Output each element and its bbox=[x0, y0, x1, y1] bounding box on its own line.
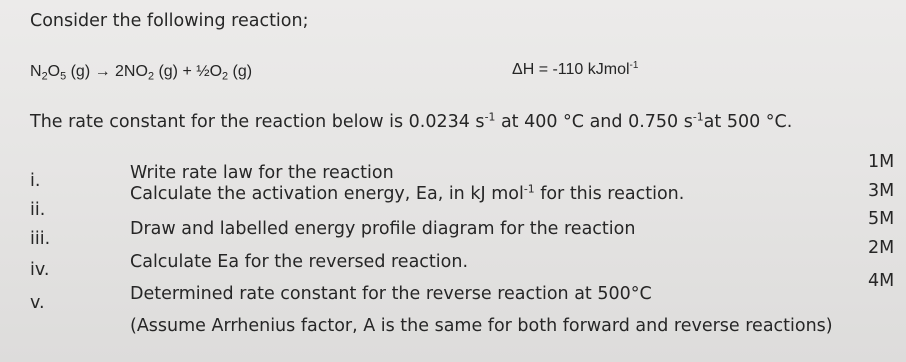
question-text: Calculate the activation energy, Ea, in kJ mol bbox=[130, 184, 524, 204]
question-text-ii bbox=[130, 184, 684, 204]
question-marks: 1M bbox=[868, 152, 895, 172]
enthalpy-text: ΔH = -110 kJmol bbox=[512, 61, 630, 78]
enthalpy-change bbox=[512, 60, 638, 80]
rate-part1: The rate constant for the reaction below is 0.0234 s bbox=[30, 112, 485, 132]
reaction-equation bbox=[30, 62, 252, 82]
question-text: Write rate law for the reaction bbox=[130, 163, 394, 183]
reactant-sub1: 2 bbox=[41, 70, 48, 83]
question-marks: 3M bbox=[868, 181, 895, 201]
question-text-after: for this reaction. bbox=[534, 184, 685, 204]
product2-formula: ½O bbox=[196, 63, 223, 80]
question-number: i. bbox=[30, 171, 41, 191]
intro-text: Consider the following reaction; bbox=[30, 11, 309, 31]
question-number: iii. bbox=[30, 229, 51, 249]
reactant-sub2: 5 bbox=[60, 70, 67, 83]
enthalpy-sup: -1 bbox=[629, 60, 639, 72]
reactant-n: N bbox=[30, 63, 42, 80]
question-text: Determined rate constant for the reverse reaction at 500°C bbox=[130, 284, 652, 304]
reactant-state: (g) bbox=[66, 63, 91, 80]
question-sup: -1 bbox=[523, 182, 535, 196]
question-marks: 5M bbox=[868, 209, 895, 229]
rate-part2: at 400 °C and 0.750 s bbox=[495, 112, 693, 132]
question-marks: 2M bbox=[868, 238, 895, 258]
product1-state: (g) + bbox=[154, 63, 197, 80]
question-number: ii. bbox=[30, 200, 46, 220]
question-number: iv. bbox=[30, 260, 50, 280]
product1-sub: 2 bbox=[147, 70, 154, 83]
question-text: Draw and labelled energy profile diagram for the reaction bbox=[130, 219, 636, 239]
reactant-o: O bbox=[47, 63, 61, 80]
product2-state: (g) bbox=[228, 63, 253, 80]
rate-sup2: -1 bbox=[692, 110, 704, 124]
product2-sub: 2 bbox=[222, 70, 229, 83]
question-number: v. bbox=[30, 293, 45, 313]
question-text: Calculate Ea for the reversed reaction. bbox=[130, 252, 469, 272]
assumption-note: (Assume Arrhenius factor, A is the same for both forward and reverse reactions) bbox=[130, 316, 833, 336]
rate-constant-statement bbox=[30, 112, 792, 132]
product1-formula: 2NO bbox=[115, 63, 148, 80]
rate-sup1: -1 bbox=[484, 110, 496, 124]
question-marks: 4M bbox=[868, 271, 895, 291]
rate-part3: at 500 °C. bbox=[703, 112, 793, 132]
reaction-arrow: → bbox=[90, 63, 116, 80]
